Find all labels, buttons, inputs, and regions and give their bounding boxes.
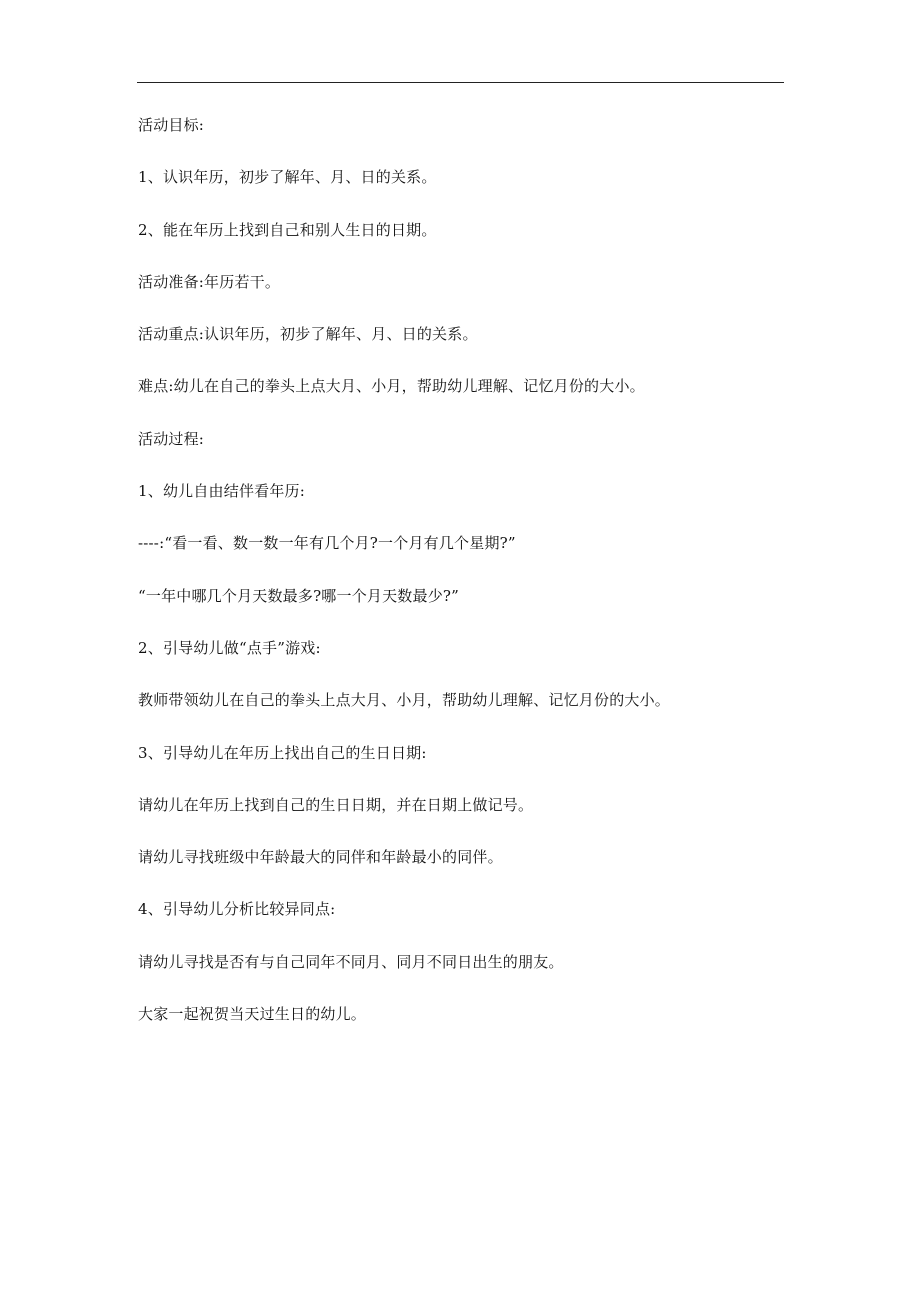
process-step-3: 3、引导幼儿在年历上找出自己的生日日期:	[138, 743, 427, 762]
process-step-2: 2、引导幼儿做“点手”游戏:	[138, 638, 321, 657]
difficulty-line: 难点:幼儿在自己的拳头上点大月、小月，帮助幼儿理解、记忆月份的大小。	[138, 377, 645, 396]
header-rule	[137, 82, 784, 83]
key-point-line: 活动重点:认识年历，初步了解年、月、日的关系。	[138, 325, 478, 344]
preparation-line: 活动准备:年历若干。	[138, 272, 281, 291]
document-body	[138, 112, 778, 1053]
process-step-1: 1、幼儿自由结伴看年历:	[138, 482, 305, 501]
process-step-3-detail-2: 请幼儿寻找班级中年龄最大的同伴和年龄最小的同伴。	[138, 848, 503, 867]
section-heading-process: 活动过程:	[138, 429, 205, 448]
goal-item-2: 2、能在年历上找到自己和别人生日的日期。	[138, 220, 437, 239]
process-step-4: 4、引导幼儿分析比较异同点:	[138, 900, 336, 919]
process-step-1-question-1: ----:“看一看、数一数一年有几个月?一个月有几个星期?”	[138, 534, 516, 553]
section-heading-goals: 活动目标:	[138, 116, 205, 134]
process-step-1-question-2: “一年中哪几个月天数最多?哪一个月天数最少?”	[138, 586, 460, 605]
process-step-4-detail-2: 大家一起祝贺当天过生日的幼儿。	[138, 1005, 367, 1024]
process-step-2-detail: 教师带领幼儿在自己的拳头上点大月、小月，帮助幼儿理解、记忆月份的大小。	[138, 691, 671, 710]
goal-item-1: 1、认识年历，初步了解年、月、日的关系。	[138, 168, 437, 187]
process-step-4-detail-1: 请幼儿寻找是否有与自己同年不同月、同月不同日出生的朋友。	[138, 952, 564, 971]
process-step-3-detail-1: 请幼儿在年历上找到自己的生日日期，并在日期上做记号。	[138, 795, 534, 814]
